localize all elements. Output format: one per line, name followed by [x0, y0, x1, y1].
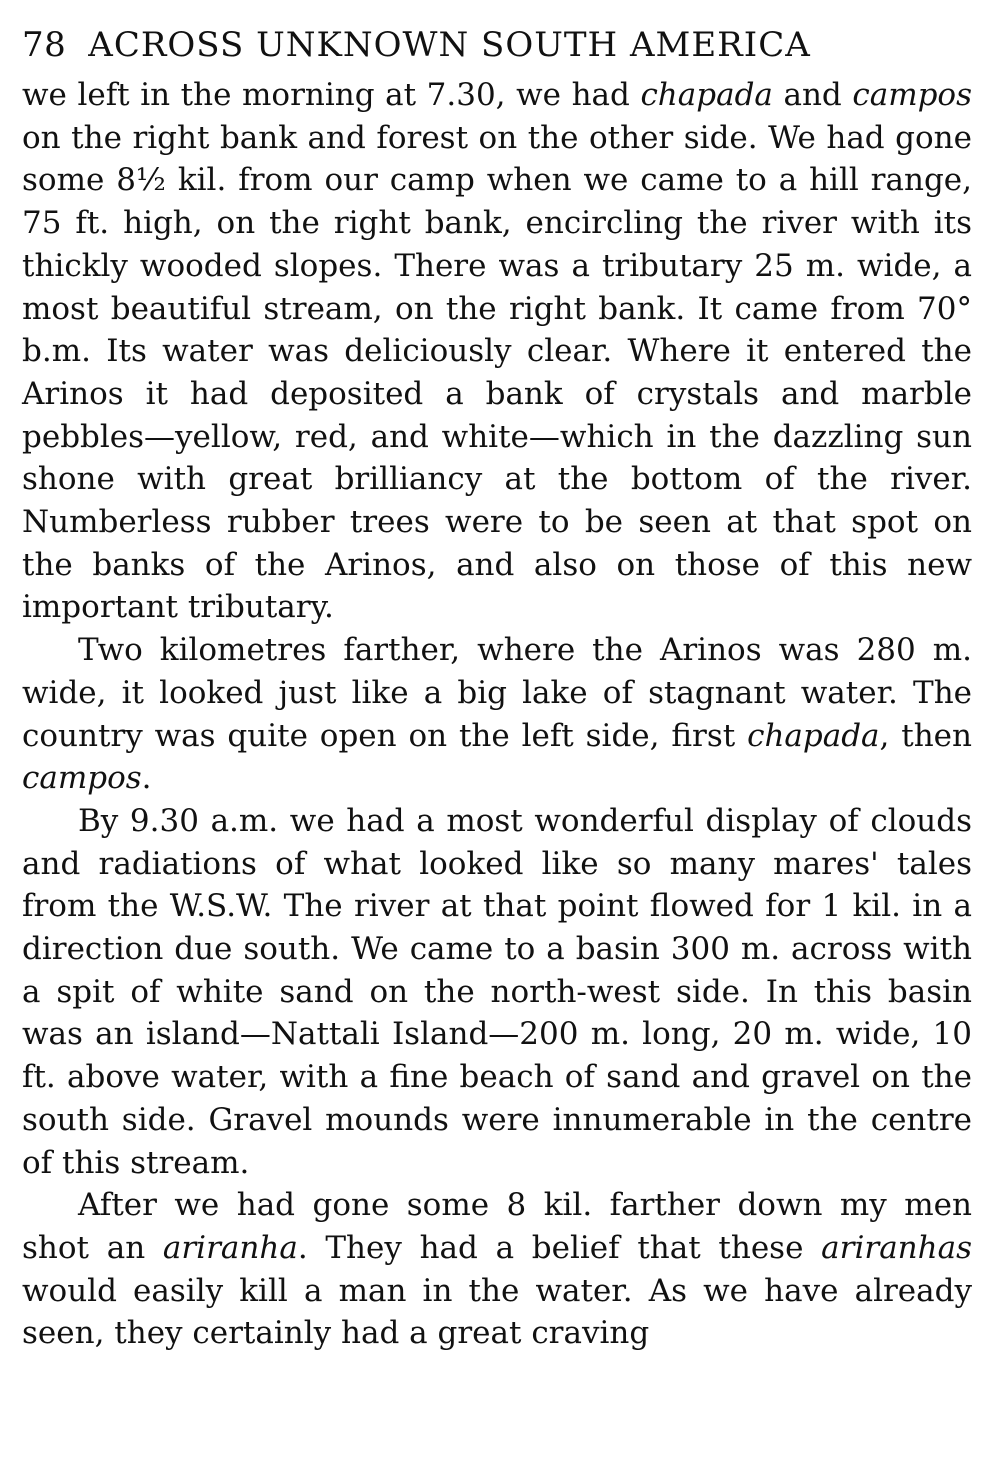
italic-term: ariranhas	[821, 1229, 972, 1266]
italic-term: campos	[852, 77, 972, 113]
running-header	[22, 16, 972, 74]
text-run: would easily kill a man in the water. As we have already seen, they certainly had a great craving	[22, 1272, 972, 1352]
italic-term: chapada	[747, 717, 880, 754]
running-title: ACROSS UNKNOWN SOUTH AMERICA	[88, 25, 811, 65]
italic-term: chapada	[640, 77, 773, 113]
text-run: and	[772, 77, 853, 113]
text-run: . They had a belief that these	[297, 1229, 822, 1266]
page-number: 78	[22, 25, 67, 65]
text-run: By 9.30 a.m. we had a most wonderful display of clouds and radiations of what looked like so many mares' tales from the W.S.W. The river at that point flowed for 1 kil. in a direction due south. We came to a basin 300 m. across with a spit of white sand on the north-west side. In this basin was an island—Nattali Island—200 m. long, 20 m. wide, 10 ft. above water, with a fine beach of sand and gravel on the south side. Gravel mounds were innumerable in the centre of this stream.	[22, 802, 972, 1181]
text-run: we left in the morning at 7.30, we had	[22, 77, 641, 113]
text-run: Two kilometres farther, where the Arinos was 280 m. wide, it looked just like a big lake of stagnant water. The country was quite open on the left side, first	[22, 632, 972, 754]
text-run: After we had gone some 8 kil. farther down my men shot an	[22, 1187, 972, 1266]
body-text	[22, 74, 972, 1355]
text-run: on the right bank and forest on the other side. We had gone some 8½ kil. from our camp when we came to a hill range, 75 ft. high, on the right bank, encircling the river with its thickly wooded slopes. There was a tributary 25 m. wide, a most beautiful stream, on the right bank. It came from 70° b.m. Its water was deliciously clear. Where it entered the Arinos it had deposited a bank of crystals and marble pebbles—yellow, red, and white—which in the dazzling sun shone with great brilliancy at the bottom of the river. Numberless rubber trees were to be seen at that spot on the banks of the Arinos, and also on those of this new important tributary.	[22, 119, 972, 626]
paragraph-4	[22, 1184, 972, 1355]
paragraph-1	[22, 74, 972, 629]
text-run: .	[141, 760, 152, 797]
text-run: , then	[879, 717, 972, 754]
italic-term: campos	[22, 760, 142, 797]
paragraph-2	[22, 629, 972, 800]
paragraph-3	[22, 800, 972, 1184]
italic-term: ariranha	[162, 1229, 298, 1266]
